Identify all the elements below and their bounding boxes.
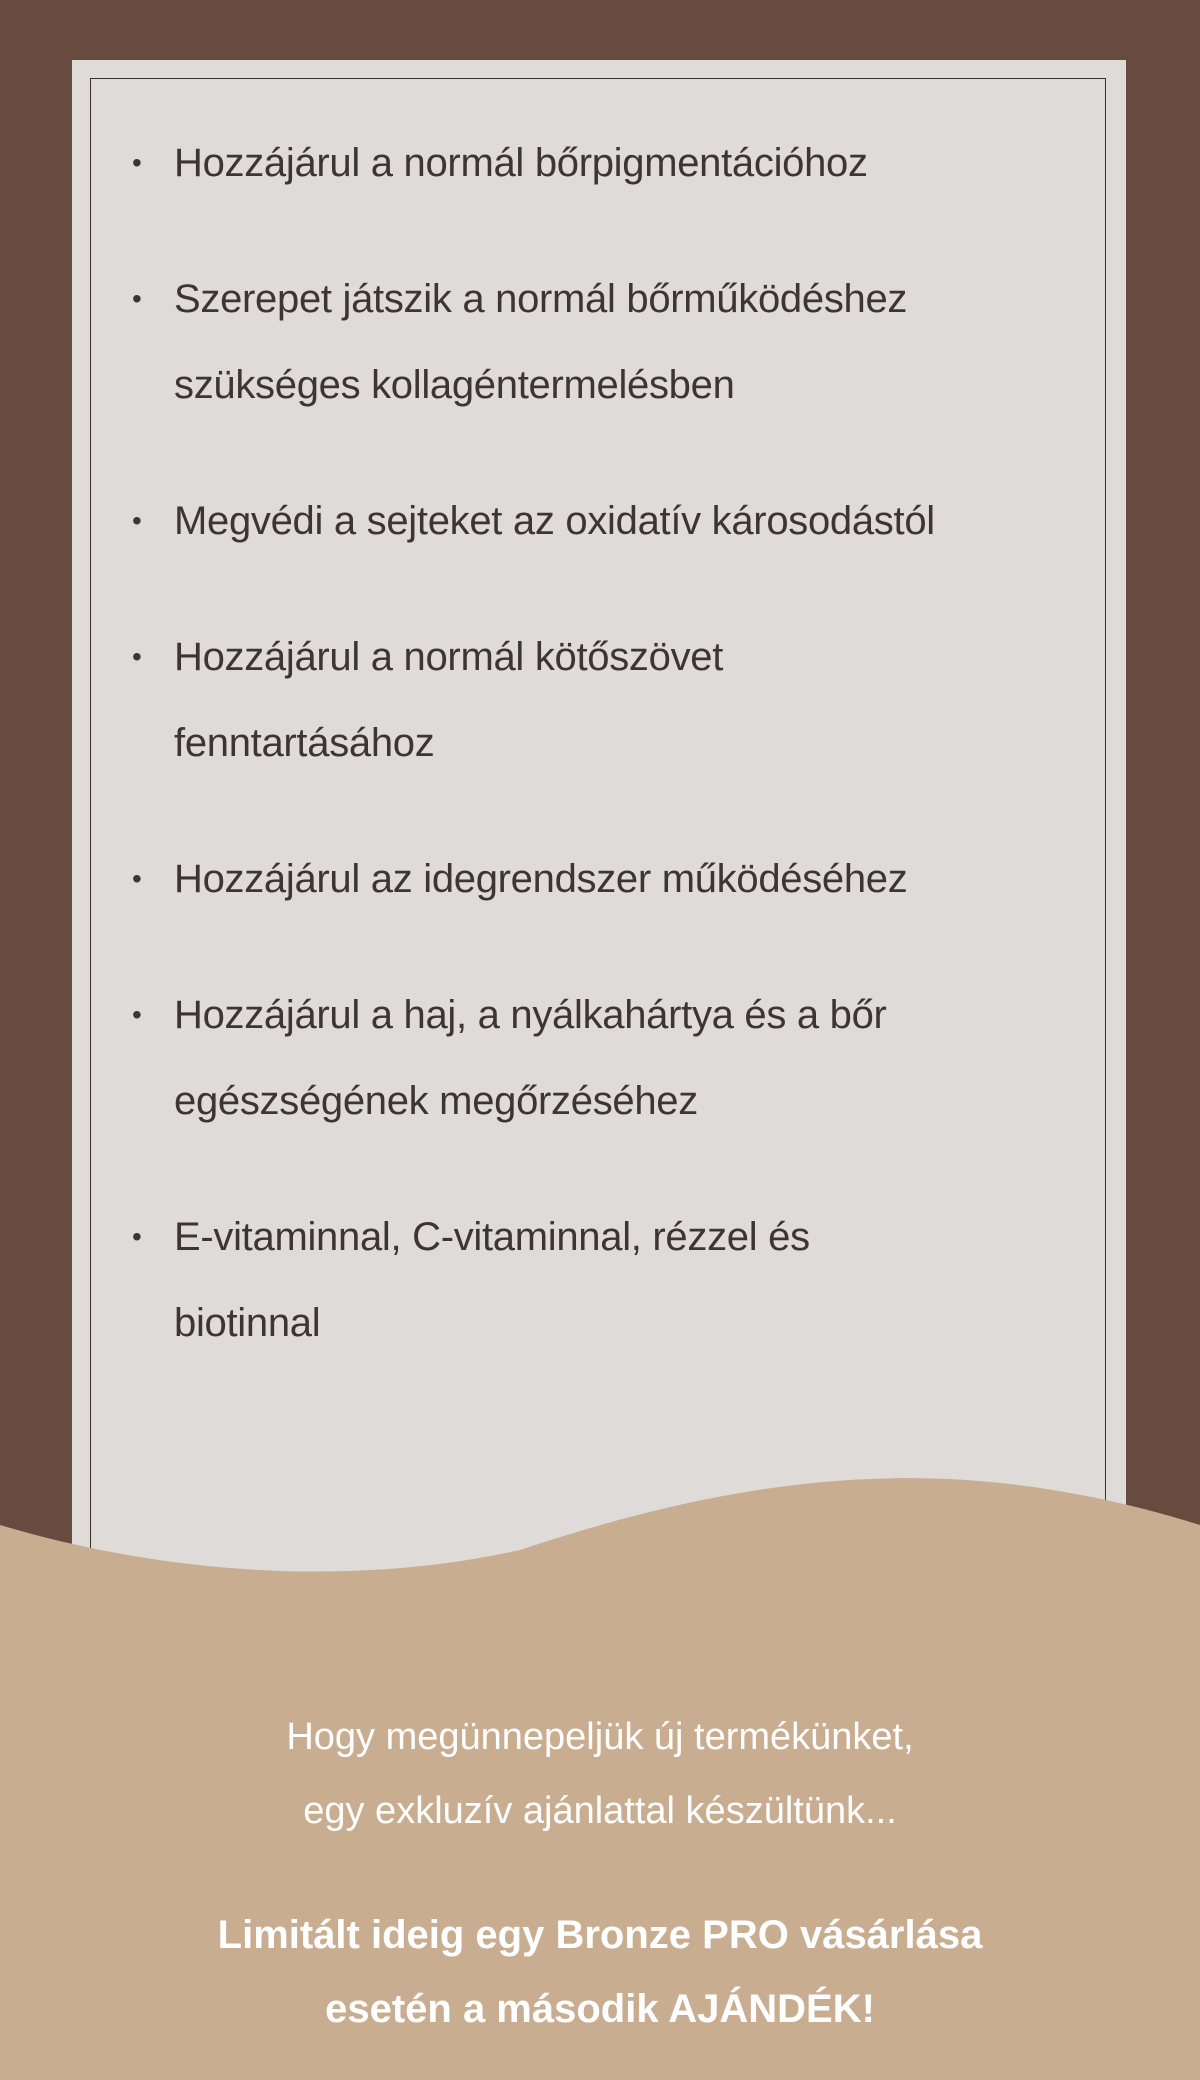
promo-intro-line: egy exkluzív ajánlattal készültünk... bbox=[303, 1790, 897, 1832]
benefit-text: Hozzájárul a normál kötőszövet fenntartásához bbox=[174, 635, 724, 765]
benefits-list bbox=[132, 120, 952, 1416]
bullet-icon: • bbox=[132, 1221, 142, 1252]
benefit-text: Szerepet játszik a normál bőrműködéshez szükséges kollagéntermelésben bbox=[174, 277, 908, 407]
bullet-icon: • bbox=[132, 863, 142, 894]
benefit-item-connective-tissue bbox=[132, 614, 952, 786]
promo-offer-line: Limitált ideig egy Bronze PRO vásárlása bbox=[217, 1913, 983, 1957]
promo-intro-line: Hogy megünnepeljük új termékünket, bbox=[286, 1716, 914, 1758]
benefit-text: Hozzájárul a haj, a nyálkahártya és a bőr egészségének megőrzéséhez bbox=[174, 993, 887, 1123]
benefit-text: Hozzájárul az idegrendszer működéséhez bbox=[174, 857, 908, 901]
bullet-icon: • bbox=[132, 999, 142, 1030]
benefit-text: Hozzájárul a normál bőrpigmentációhoz bbox=[174, 141, 868, 185]
benefit-item-collagen bbox=[132, 256, 952, 428]
bullet-icon: • bbox=[132, 505, 142, 536]
bullet-icon: • bbox=[132, 283, 142, 314]
benefit-item-pigmentation bbox=[132, 120, 952, 206]
benefit-text: Megvédi a sejteket az oxidatív károsodástól bbox=[174, 499, 935, 543]
benefit-text: E-vitaminnal, C-vitaminnal, rézzel és biotinnal bbox=[174, 1215, 810, 1345]
promo-intro bbox=[0, 1700, 1200, 1848]
promo-offer bbox=[0, 1898, 1200, 2046]
bullet-icon: • bbox=[132, 641, 142, 672]
benefit-item-nervous-system bbox=[132, 836, 952, 922]
promo-section bbox=[0, 1700, 1200, 2046]
benefit-item-vitamins bbox=[132, 1194, 952, 1366]
benefit-item-hair-skin bbox=[132, 972, 952, 1144]
promo-offer-line: esetén a második AJÁNDÉK! bbox=[325, 1987, 875, 2031]
benefit-item-oxidative bbox=[132, 478, 952, 564]
bullet-icon: • bbox=[132, 147, 142, 178]
